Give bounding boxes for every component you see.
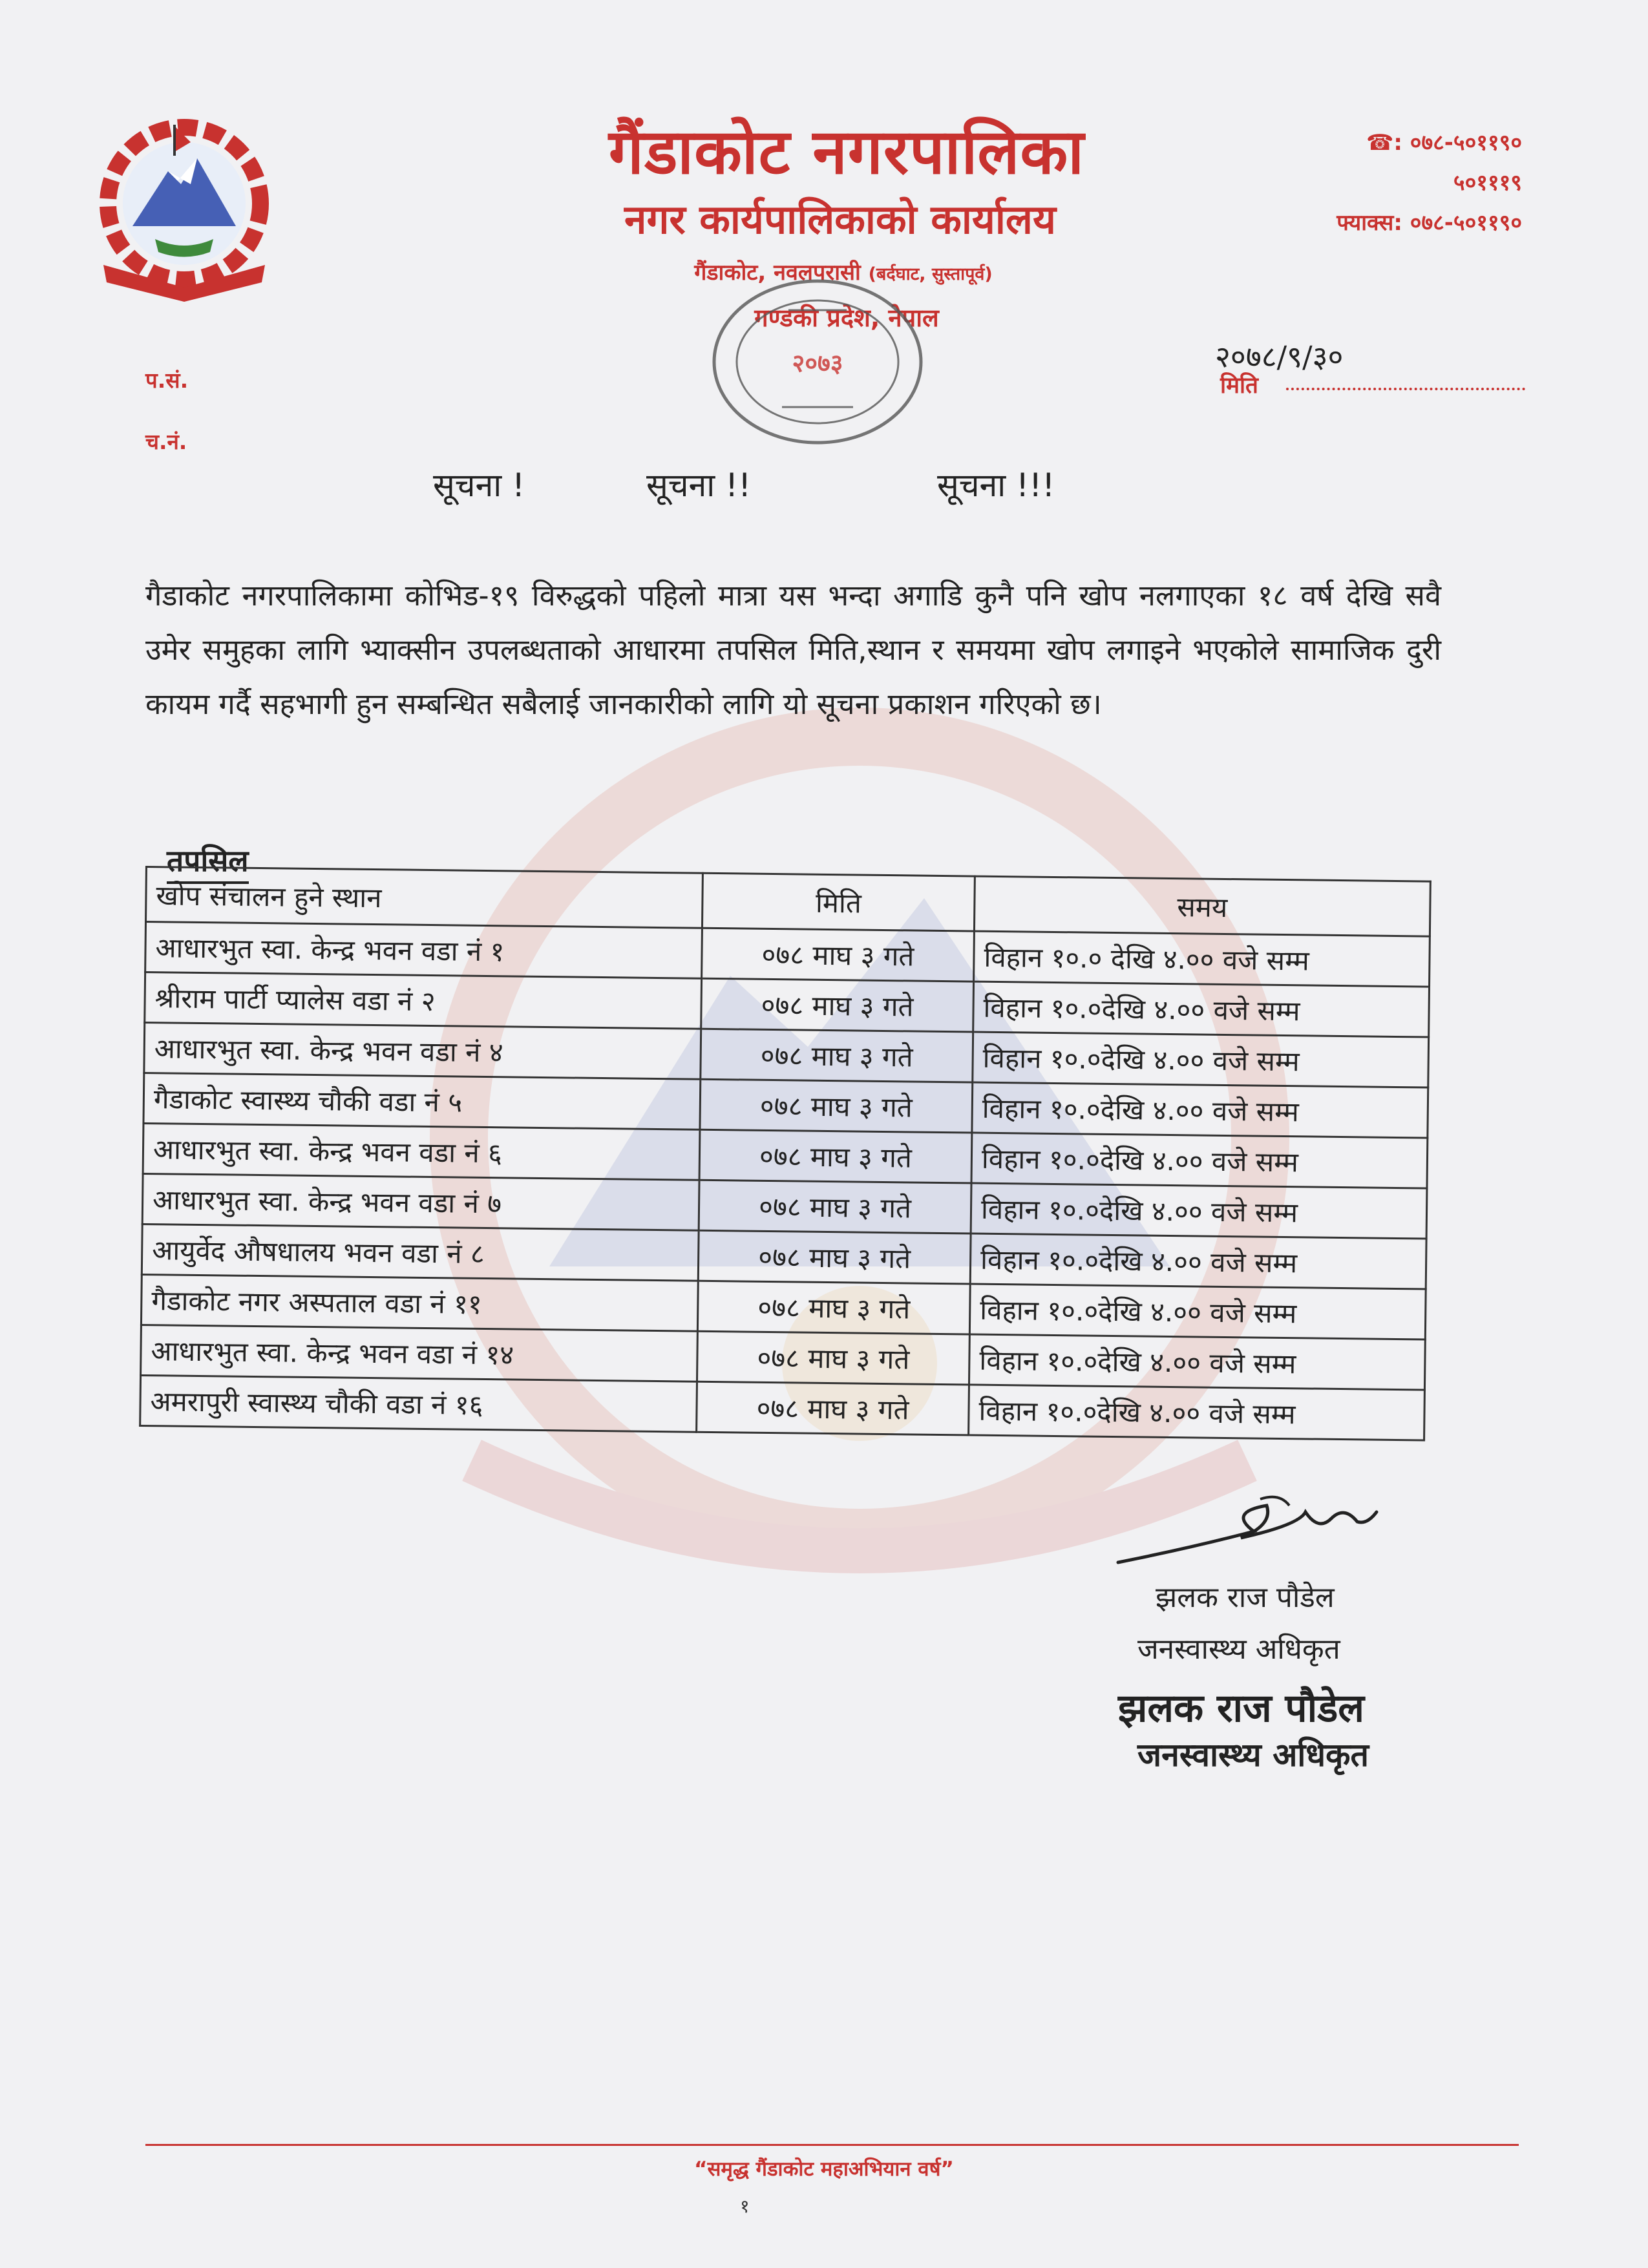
row-date: ०७८ माघ ३ गते <box>700 1079 973 1133</box>
row-location: आधारभुत स्वा. केन्द्र भवन वडा नं ६ <box>143 1123 700 1180</box>
row-location: आयुर्वेद औषधालय भवन वडा नं ८ <box>142 1224 699 1281</box>
row-time: विहान १०.०देखि ४.०० वजे सम्म <box>972 1082 1428 1138</box>
notice-heading-2: सूचना !! <box>646 467 752 504</box>
row-date: ०७८ माघ ३ गते <box>697 1381 969 1435</box>
row-time: विहान १०.०देखि ४.०० वजे सम्म <box>971 1183 1427 1239</box>
schedule-heading: तपसिल <box>167 840 249 884</box>
address-detail: (बर्दघाट, सुस्तापूर्व) <box>868 264 993 284</box>
date-label: मिति <box>1220 373 1259 399</box>
vaccination-schedule-table <box>139 866 1431 1442</box>
page-number: १ <box>740 2196 750 2217</box>
row-location: आधारभुत स्वा. केन्द्र भवन वडा नं १ <box>145 922 703 979</box>
office-title: नगर कार्यपालिकाको कार्यालय <box>624 196 1056 243</box>
row-time: विहान १०.०देखि ४.०० वजे सम्म <box>969 1385 1425 1440</box>
date-value: २०७८/९/३० <box>1215 339 1344 374</box>
notice-heading-1: सूचना ! <box>433 467 525 504</box>
row-date: ०७८ माघ ३ गते <box>698 1230 971 1284</box>
row-time: विहान १०.०देखि ४.०० वजे सम्म <box>969 1284 1426 1339</box>
row-date: ०७८ माघ ३ गते <box>701 978 974 1032</box>
contact-block <box>1336 123 1522 243</box>
row-date: ०७८ माघ ३ गते <box>697 1331 969 1385</box>
column-time: समय <box>974 876 1430 936</box>
office-seal-icon <box>698 271 937 452</box>
footer-slogan: “समृद्ध गैंडाकोट महाअभियान वर्ष” <box>694 2158 954 2181</box>
row-time: विहान १०.०देखि ४.०० वजे सम्म <box>969 1334 1425 1390</box>
stamp-year: २०७३ <box>792 349 843 377</box>
column-location: खोप संचालन हुने स्थान <box>146 867 703 929</box>
municipality-title: गैंडाकोट नगरपालिका <box>608 116 1085 188</box>
phone-number: ☎: ०७८-५०११९० <box>1366 130 1522 156</box>
row-location: गैडाकोट नगर अस्पताल वडा नं ११ <box>141 1274 698 1331</box>
row-date: ०७८ माघ ३ गते <box>702 928 975 982</box>
province-text: गण्डकी प्रदेश, नेपाल <box>754 304 939 332</box>
row-date: ०७८ माघ ३ गते <box>697 1281 970 1334</box>
reference-label: प.सं. <box>145 368 189 393</box>
row-date: ०७८ माघ ३ गते <box>699 1129 972 1183</box>
signatory-name: झलक राज पौडेल <box>1156 1581 1335 1614</box>
footer-divider <box>145 2144 1519 2146</box>
row-time: विहान १०.० देखि ४.०० वजे सम्म <box>974 931 1430 987</box>
column-date: मिति <box>702 873 975 931</box>
row-time: विहान १०.०देखि ४.०० वजे सम्म <box>971 1133 1428 1188</box>
date-dotted-line <box>1286 388 1525 390</box>
row-location: आधारभुत स्वा. केन्द्र भवन वडा नं ७ <box>142 1173 699 1230</box>
phone-number-2: ५०१११९ <box>1453 170 1522 196</box>
address-text: गैंडाकोट, नवलपरासी <box>694 260 861 286</box>
row-time: विहान १०.०देखि ४.०० वजे सम्म <box>973 1032 1429 1087</box>
row-time: विहान १०.०देखि ४.०० वजे सम्म <box>973 982 1430 1037</box>
row-location: अमरापुरी स्वास्थ्य चौकी वडा नं १६ <box>140 1375 697 1432</box>
row-location: श्रीराम पार्टी प्यालेस वडा नं २ <box>145 972 702 1029</box>
row-location: आधारभुत स्वा. केन्द्र भवन वडा नं १४ <box>141 1325 698 1381</box>
signature-icon <box>1112 1486 1383 1570</box>
row-date: ०७८ माघ ३ गते <box>701 1029 973 1082</box>
stamp-title: जनस्वास्थ्य अधिकृत <box>1137 1736 1369 1774</box>
nepal-emblem-icon <box>78 113 291 307</box>
notice-heading-3: सूचना !!! <box>937 467 1055 504</box>
row-location: आधारभुत स्वा. केन्द्र भवन वडा नं ४ <box>144 1023 701 1080</box>
signatory-title: जनस्वास्थ्य अधिकृत <box>1137 1633 1340 1666</box>
row-location: गैडाकोट स्वास्थ्य चौकी वडा नं ५ <box>143 1073 701 1129</box>
fax-number: फ्याक्स: ०७८-५०११९० <box>1336 210 1522 236</box>
row-time: विहान १०.०देखि ४.०० वजे सम्म <box>970 1234 1426 1289</box>
notice-body: गैडाकोट नगरपालिकामा कोभिड-१९ विरुद्धको पहिलो मात्रा यस भन्दा अगाडि कुनै पनि खोप नलगाएका १८ वर्ष देखि सवै उमेर समुहका लागि भ्याक्सीन उपलब्धताको आधारमा तपसिल मिति,स्थान र समयमा खोप लगाइने भएकोले सामाजिक दुरी कायम गर्दै सहभागी हुन सम्बन्धित सबैलाई जानकारीको लागि यो सूचना प्रकाशन गरिएको छ। <box>145 578 1441 721</box>
dispatch-label: च.नं. <box>145 429 187 454</box>
row-date: ०७८ माघ ३ गते <box>699 1180 971 1234</box>
stamp-name: झलक राज पौडेल <box>1118 1686 1364 1731</box>
